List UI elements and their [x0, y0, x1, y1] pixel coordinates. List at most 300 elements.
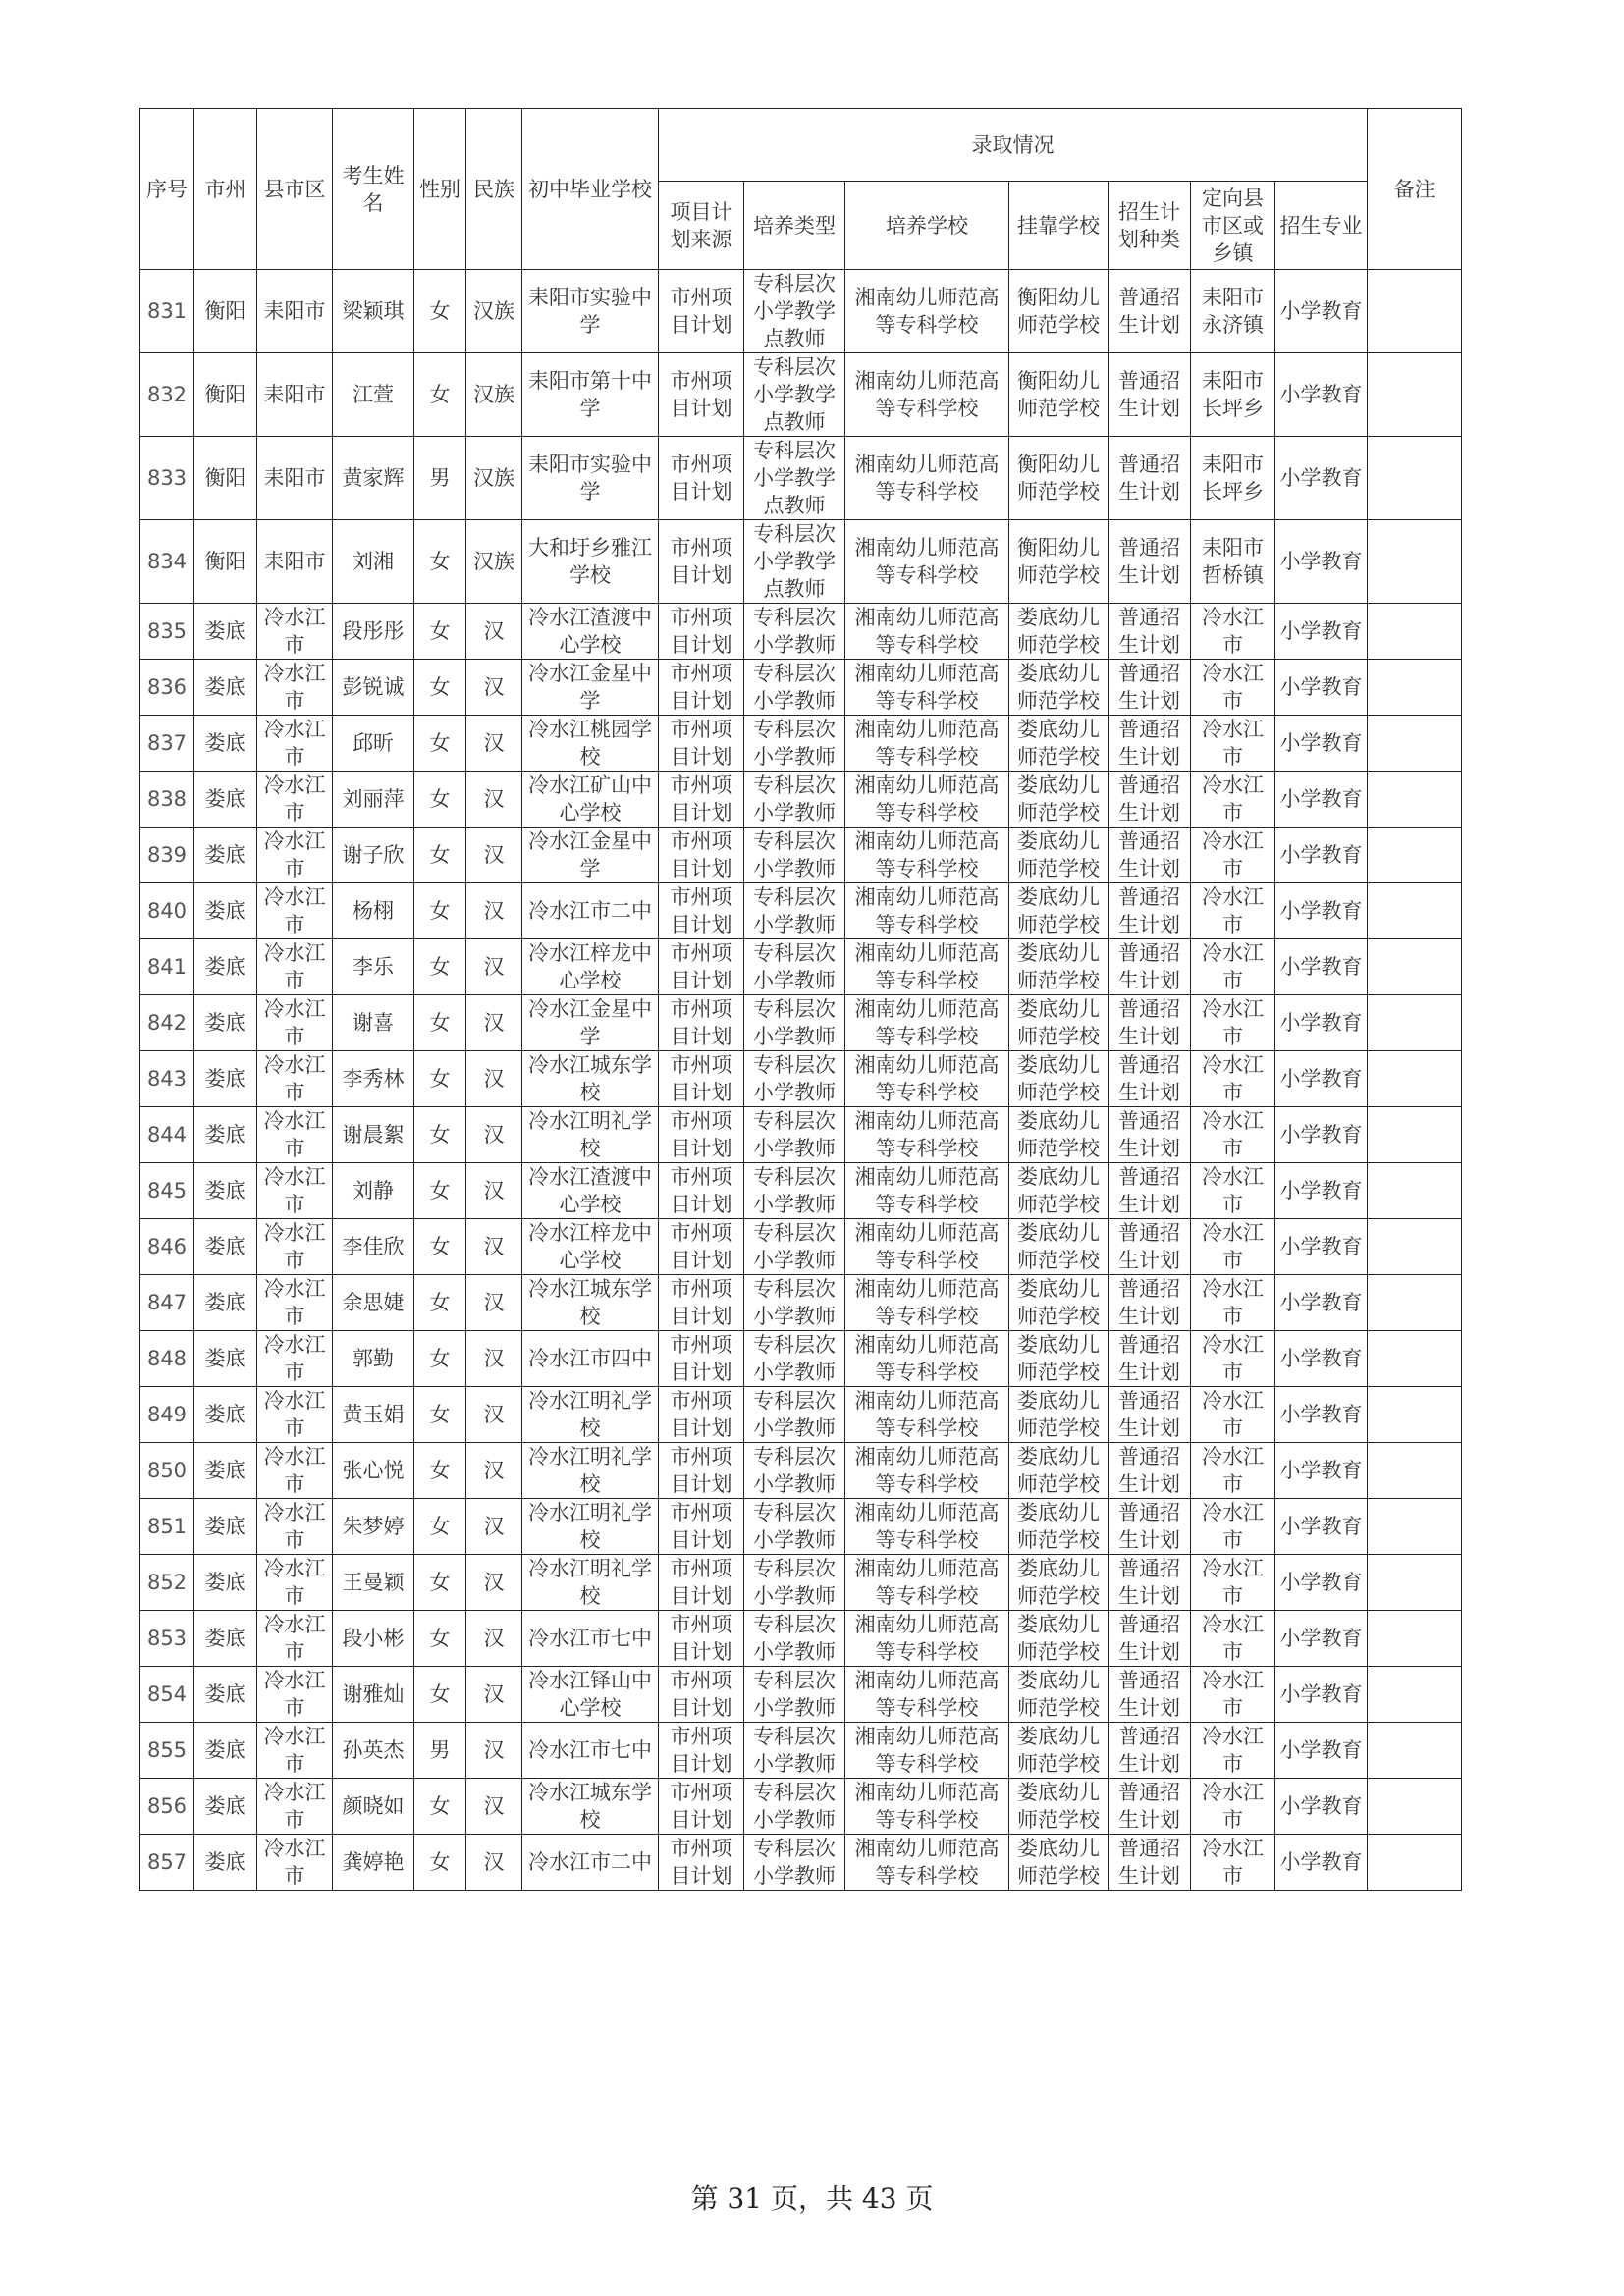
cell-county: 冷水江市	[257, 995, 333, 1051]
cell-plan: 市州项目计划	[659, 1779, 744, 1835]
cell-train: 湘南幼儿师范高等专科学校	[845, 1051, 1009, 1107]
cell-target: 冷水江市	[1191, 1667, 1275, 1723]
cell-county: 冷水江市	[257, 1387, 333, 1443]
cell-name: 邱昕	[333, 716, 414, 772]
cell-ethnicity: 汉	[466, 1443, 522, 1499]
cell-seq: 850	[140, 1443, 194, 1499]
cell-target: 冷水江市	[1191, 828, 1275, 883]
cell-major: 小学教育	[1275, 437, 1368, 520]
cell-gender: 女	[414, 1835, 466, 1891]
cell-county: 冷水江市	[257, 1835, 333, 1891]
cell-target: 冷水江市	[1191, 1387, 1275, 1443]
cell-target: 冷水江市	[1191, 716, 1275, 772]
cell-name: 颜晓如	[333, 1779, 414, 1835]
cell-target: 冷水江市	[1191, 1835, 1275, 1891]
table-row	[140, 1051, 1462, 1107]
cell-train: 湘南幼儿师范高等专科学校	[845, 1723, 1009, 1779]
cell-ethnicity: 汉族	[466, 270, 522, 353]
table-row	[140, 939, 1462, 995]
cell-seq: 831	[140, 270, 194, 353]
cell-kind: 普通招生计划	[1109, 1443, 1191, 1499]
cell-ethnicity: 汉	[466, 1499, 522, 1555]
cell-ethnicity: 汉族	[466, 437, 522, 520]
cell-gender: 女	[414, 1611, 466, 1667]
header-training-school: 培养学校	[845, 182, 1009, 270]
cell-city: 娄底	[194, 828, 257, 883]
cell-county: 冷水江市	[257, 1443, 333, 1499]
table-row	[140, 604, 1462, 660]
cell-county: 冷水江市	[257, 1051, 333, 1107]
cell-remark	[1368, 772, 1462, 828]
cell-host: 衡阳幼儿师范学校	[1009, 520, 1109, 604]
cell-type: 专科层次小学教师	[744, 1275, 845, 1331]
cell-host: 娄底幼儿师范学校	[1009, 828, 1109, 883]
header-training-type: 培养类型	[744, 182, 845, 270]
cell-plan: 市州项目计划	[659, 1723, 744, 1779]
cell-target: 冷水江市	[1191, 1331, 1275, 1387]
cell-remark	[1368, 1107, 1462, 1163]
cell-host: 娄底幼儿师范学校	[1009, 1779, 1109, 1835]
cell-major: 小学教育	[1275, 1275, 1368, 1331]
cell-city: 衡阳	[194, 353, 257, 437]
table-row	[140, 270, 1462, 353]
cell-plan: 市州项目计划	[659, 604, 744, 660]
cell-host: 娄底幼儿师范学校	[1009, 1387, 1109, 1443]
cell-major: 小学教育	[1275, 1331, 1368, 1387]
cell-type: 专科层次小学教师	[744, 883, 845, 939]
cell-ethnicity: 汉	[466, 1163, 522, 1219]
cell-host: 娄底幼儿师范学校	[1009, 1723, 1109, 1779]
cell-major: 小学教育	[1275, 1051, 1368, 1107]
cell-school: 冷水江金星中学	[522, 660, 659, 716]
cell-gender: 女	[414, 1499, 466, 1555]
cell-school: 耒阳市第十中学	[522, 353, 659, 437]
cell-name: 黄玉娟	[333, 1387, 414, 1443]
cell-ethnicity: 汉	[466, 1611, 522, 1667]
cell-county: 冷水江市	[257, 1499, 333, 1555]
cell-remark	[1368, 883, 1462, 939]
cell-name: 李佳欣	[333, 1219, 414, 1275]
cell-ethnicity: 汉	[466, 604, 522, 660]
cell-type: 专科层次小学教师	[744, 1555, 845, 1611]
cell-school: 冷水江明礼学校	[522, 1443, 659, 1499]
cell-type: 专科层次小学教师	[744, 1779, 845, 1835]
cell-target: 冷水江市	[1191, 1107, 1275, 1163]
cell-plan: 市州项目计划	[659, 1163, 744, 1219]
cell-train: 湘南幼儿师范高等专科学校	[845, 660, 1009, 716]
cell-host: 娄底幼儿师范学校	[1009, 1835, 1109, 1891]
cell-remark	[1368, 1555, 1462, 1611]
cell-train: 湘南幼儿师范高等专科学校	[845, 353, 1009, 437]
cell-plan: 市州项目计划	[659, 1387, 744, 1443]
cell-city: 娄底	[194, 716, 257, 772]
cell-gender: 女	[414, 1163, 466, 1219]
cell-school: 冷水江明礼学校	[522, 1107, 659, 1163]
cell-remark	[1368, 1779, 1462, 1835]
cell-kind: 普通招生计划	[1109, 883, 1191, 939]
cell-plan: 市州项目计划	[659, 828, 744, 883]
cell-name: 梁颖琪	[333, 270, 414, 353]
table-row	[140, 1331, 1462, 1387]
cell-train: 湘南幼儿师范高等专科学校	[845, 1331, 1009, 1387]
cell-plan: 市州项目计划	[659, 437, 744, 520]
cell-host: 娄底幼儿师范学校	[1009, 1163, 1109, 1219]
cell-type: 专科层次小学教师	[744, 828, 845, 883]
cell-type: 专科层次小学教师	[744, 660, 845, 716]
cell-type: 专科层次小学教师	[744, 1051, 845, 1107]
cell-type: 专科层次小学教师	[744, 1219, 845, 1275]
cell-target: 冷水江市	[1191, 1163, 1275, 1219]
cell-host: 娄底幼儿师范学校	[1009, 604, 1109, 660]
header-county: 县市区	[257, 109, 333, 270]
cell-target: 冷水江市	[1191, 995, 1275, 1051]
cell-ethnicity: 汉族	[466, 353, 522, 437]
cell-seq: 843	[140, 1051, 194, 1107]
cell-city: 娄底	[194, 1835, 257, 1891]
cell-city: 衡阳	[194, 520, 257, 604]
cell-train: 湘南幼儿师范高等专科学校	[845, 437, 1009, 520]
cell-host: 娄底幼儿师范学校	[1009, 716, 1109, 772]
header-remark: 备注	[1368, 109, 1462, 270]
cell-remark	[1368, 1331, 1462, 1387]
cell-major: 小学教育	[1275, 270, 1368, 353]
table-row	[140, 520, 1462, 604]
cell-host: 娄底幼儿师范学校	[1009, 1555, 1109, 1611]
cell-county: 耒阳市	[257, 353, 333, 437]
cell-plan: 市州项目计划	[659, 1275, 744, 1331]
table-row	[140, 660, 1462, 716]
cell-major: 小学教育	[1275, 1499, 1368, 1555]
cell-train: 湘南幼儿师范高等专科学校	[845, 772, 1009, 828]
cell-ethnicity: 汉	[466, 1219, 522, 1275]
cell-major: 小学教育	[1275, 1107, 1368, 1163]
cell-city: 衡阳	[194, 437, 257, 520]
cell-kind: 普通招生计划	[1109, 604, 1191, 660]
cell-type: 专科层次小学教师	[744, 1163, 845, 1219]
cell-target: 冷水江市	[1191, 1443, 1275, 1499]
cell-kind: 普通招生计划	[1109, 1163, 1191, 1219]
table-row	[140, 828, 1462, 883]
cell-remark	[1368, 353, 1462, 437]
cell-school: 大和圩乡雅江学校	[522, 520, 659, 604]
cell-seq: 847	[140, 1275, 194, 1331]
cell-kind: 普通招生计划	[1109, 660, 1191, 716]
cell-target: 冷水江市	[1191, 1723, 1275, 1779]
cell-county: 耒阳市	[257, 437, 333, 520]
cell-train: 湘南幼儿师范高等专科学校	[845, 1835, 1009, 1891]
cell-city: 娄底	[194, 1163, 257, 1219]
cell-name: 朱梦婷	[333, 1499, 414, 1555]
cell-county: 冷水江市	[257, 828, 333, 883]
cell-seq: 853	[140, 1611, 194, 1667]
cell-gender: 女	[414, 1331, 466, 1387]
cell-plan: 市州项目计划	[659, 1443, 744, 1499]
cell-name: 谢喜	[333, 995, 414, 1051]
cell-host: 娄底幼儿师范学校	[1009, 1219, 1109, 1275]
cell-host: 衡阳幼儿师范学校	[1009, 270, 1109, 353]
cell-gender: 女	[414, 1051, 466, 1107]
cell-gender: 女	[414, 1779, 466, 1835]
cell-plan: 市州项目计划	[659, 1219, 744, 1275]
cell-school: 冷水江市四中	[522, 1331, 659, 1387]
cell-gender: 女	[414, 660, 466, 716]
cell-seq: 832	[140, 353, 194, 437]
table-row	[140, 1219, 1462, 1275]
cell-train: 湘南幼儿师范高等专科学校	[845, 1219, 1009, 1275]
cell-school: 冷水江市二中	[522, 1835, 659, 1891]
cell-school: 冷水江桃园学校	[522, 716, 659, 772]
cell-kind: 普通招生计划	[1109, 1611, 1191, 1667]
cell-city: 娄底	[194, 1499, 257, 1555]
cell-name: 刘丽萍	[333, 772, 414, 828]
cell-seq: 854	[140, 1667, 194, 1723]
header-gender: 性别	[414, 109, 466, 270]
cell-kind: 普通招生计划	[1109, 353, 1191, 437]
cell-kind: 普通招生计划	[1109, 520, 1191, 604]
cell-type: 专科层次小学教师	[744, 1835, 845, 1891]
cell-plan: 市州项目计划	[659, 1835, 744, 1891]
cell-target: 冷水江市	[1191, 1611, 1275, 1667]
cell-remark	[1368, 1275, 1462, 1331]
cell-train: 湘南幼儿师范高等专科学校	[845, 995, 1009, 1051]
cell-kind: 普通招生计划	[1109, 1667, 1191, 1723]
table-row	[140, 1275, 1462, 1331]
cell-target: 冷水江市	[1191, 772, 1275, 828]
cell-city: 娄底	[194, 1779, 257, 1835]
cell-host: 娄底幼儿师范学校	[1009, 1107, 1109, 1163]
cell-host: 娄底幼儿师范学校	[1009, 1499, 1109, 1555]
cell-kind: 普通招生计划	[1109, 1051, 1191, 1107]
cell-major: 小学教育	[1275, 995, 1368, 1051]
cell-target: 冷水江市	[1191, 939, 1275, 995]
cell-kind: 普通招生计划	[1109, 1499, 1191, 1555]
cell-remark	[1368, 437, 1462, 520]
cell-school: 耒阳市实验中学	[522, 270, 659, 353]
cell-seq: 857	[140, 1835, 194, 1891]
cell-ethnicity: 汉	[466, 1723, 522, 1779]
cell-gender: 女	[414, 353, 466, 437]
cell-plan: 市州项目计划	[659, 716, 744, 772]
cell-remark	[1368, 1611, 1462, 1667]
cell-name: 段小彬	[333, 1611, 414, 1667]
cell-kind: 普通招生计划	[1109, 1275, 1191, 1331]
cell-name: 刘静	[333, 1163, 414, 1219]
cell-seq: 855	[140, 1723, 194, 1779]
cell-kind: 普通招生计划	[1109, 1219, 1191, 1275]
cell-type: 专科层次小学教师	[744, 1723, 845, 1779]
cell-major: 小学教育	[1275, 1219, 1368, 1275]
cell-plan: 市州项目计划	[659, 1555, 744, 1611]
table-row	[140, 353, 1462, 437]
header-major: 招生专业	[1275, 182, 1368, 270]
cell-train: 湘南幼儿师范高等专科学校	[845, 520, 1009, 604]
cell-city: 娄底	[194, 660, 257, 716]
cell-county: 冷水江市	[257, 604, 333, 660]
cell-plan: 市州项目计划	[659, 1499, 744, 1555]
table-row	[140, 995, 1462, 1051]
cell-remark	[1368, 939, 1462, 995]
cell-kind: 普通招生计划	[1109, 437, 1191, 520]
table-row	[140, 1499, 1462, 1555]
cell-type: 专科层次小学教学点教师	[744, 520, 845, 604]
header-plan-source: 项目计划来源	[659, 182, 744, 270]
cell-type: 专科层次小学教师	[744, 1387, 845, 1443]
cell-gender: 女	[414, 604, 466, 660]
cell-county: 冷水江市	[257, 1779, 333, 1835]
header-target-area: 定向县市区或乡镇	[1191, 182, 1275, 270]
cell-host: 娄底幼儿师范学校	[1009, 1667, 1109, 1723]
cell-county: 冷水江市	[257, 1555, 333, 1611]
cell-seq: 834	[140, 520, 194, 604]
cell-name: 谢雅灿	[333, 1667, 414, 1723]
cell-ethnicity: 汉	[466, 1779, 522, 1835]
cell-remark	[1368, 1667, 1462, 1723]
cell-major: 小学教育	[1275, 1667, 1368, 1723]
cell-seq: 849	[140, 1387, 194, 1443]
cell-plan: 市州项目计划	[659, 1107, 744, 1163]
cell-county: 耒阳市	[257, 520, 333, 604]
cell-target: 冷水江市	[1191, 1219, 1275, 1275]
cell-host: 娄底幼儿师范学校	[1009, 939, 1109, 995]
cell-train: 湘南幼儿师范高等专科学校	[845, 1443, 1009, 1499]
cell-gender: 女	[414, 828, 466, 883]
table-row	[140, 437, 1462, 520]
cell-gender: 女	[414, 1219, 466, 1275]
cell-type: 专科层次小学教学点教师	[744, 353, 845, 437]
cell-city: 娄底	[194, 1219, 257, 1275]
table-row	[140, 1387, 1462, 1443]
cell-name: 余思婕	[333, 1275, 414, 1331]
cell-host: 娄底幼儿师范学校	[1009, 772, 1109, 828]
cell-plan: 市州项目计划	[659, 660, 744, 716]
cell-school: 冷水江市二中	[522, 883, 659, 939]
header-admission: 录取情况	[659, 109, 1368, 182]
cell-name: 谢晨絮	[333, 1107, 414, 1163]
cell-county: 冷水江市	[257, 1331, 333, 1387]
header-seq: 序号	[140, 109, 194, 270]
cell-target: 耒阳市永济镇	[1191, 270, 1275, 353]
cell-city: 衡阳	[194, 270, 257, 353]
cell-train: 湘南幼儿师范高等专科学校	[845, 1611, 1009, 1667]
cell-gender: 女	[414, 1275, 466, 1331]
cell-city: 娄底	[194, 772, 257, 828]
cell-target: 耒阳市哲桥镇	[1191, 520, 1275, 604]
cell-county: 冷水江市	[257, 1163, 333, 1219]
cell-seq: 837	[140, 716, 194, 772]
cell-major: 小学教育	[1275, 604, 1368, 660]
cell-major: 小学教育	[1275, 520, 1368, 604]
table-row	[140, 1667, 1462, 1723]
cell-seq: 852	[140, 1555, 194, 1611]
cell-seq: 842	[140, 995, 194, 1051]
cell-city: 娄底	[194, 1555, 257, 1611]
cell-train: 湘南幼儿师范高等专科学校	[845, 1779, 1009, 1835]
cell-name: 江萱	[333, 353, 414, 437]
cell-kind: 普通招生计划	[1109, 1779, 1191, 1835]
header-host-school: 挂靠学校	[1009, 182, 1109, 270]
cell-gender: 女	[414, 1667, 466, 1723]
cell-kind: 普通招生计划	[1109, 1555, 1191, 1611]
cell-plan: 市州项目计划	[659, 1611, 744, 1667]
cell-target: 冷水江市	[1191, 1779, 1275, 1835]
cell-remark	[1368, 1723, 1462, 1779]
cell-host: 衡阳幼儿师范学校	[1009, 353, 1109, 437]
cell-county: 冷水江市	[257, 1723, 333, 1779]
cell-county: 冷水江市	[257, 660, 333, 716]
cell-host: 娄底幼儿师范学校	[1009, 1275, 1109, 1331]
cell-city: 娄底	[194, 1611, 257, 1667]
cell-major: 小学教育	[1275, 883, 1368, 939]
cell-major: 小学教育	[1275, 1387, 1368, 1443]
cell-county: 冷水江市	[257, 1275, 333, 1331]
cell-ethnicity: 汉	[466, 660, 522, 716]
cell-seq: 833	[140, 437, 194, 520]
cell-school: 冷水江城东学校	[522, 1275, 659, 1331]
cell-city: 娄底	[194, 604, 257, 660]
cell-city: 娄底	[194, 1331, 257, 1387]
cell-type: 专科层次小学教学点教师	[744, 270, 845, 353]
cell-name: 刘湘	[333, 520, 414, 604]
cell-gender: 女	[414, 1107, 466, 1163]
cell-type: 专科层次小学教师	[744, 1499, 845, 1555]
cell-ethnicity: 汉	[466, 1387, 522, 1443]
cell-name: 李乐	[333, 939, 414, 995]
cell-city: 娄底	[194, 995, 257, 1051]
cell-school: 冷水江明礼学校	[522, 1555, 659, 1611]
header-ethnicity: 民族	[466, 109, 522, 270]
cell-plan: 市州项目计划	[659, 995, 744, 1051]
cell-target: 冷水江市	[1191, 1051, 1275, 1107]
cell-major: 小学教育	[1275, 772, 1368, 828]
cell-ethnicity: 汉	[466, 772, 522, 828]
cell-major: 小学教育	[1275, 1163, 1368, 1219]
cell-school: 冷水江梓龙中心学校	[522, 1219, 659, 1275]
cell-school: 冷水江市七中	[522, 1611, 659, 1667]
cell-ethnicity: 汉	[466, 1275, 522, 1331]
cell-name: 谢子欣	[333, 828, 414, 883]
cell-seq: 840	[140, 883, 194, 939]
cell-seq: 836	[140, 660, 194, 716]
cell-plan: 市州项目计划	[659, 1667, 744, 1723]
table-row	[140, 716, 1462, 772]
cell-major: 小学教育	[1275, 1611, 1368, 1667]
cell-city: 娄底	[194, 1275, 257, 1331]
cell-remark	[1368, 270, 1462, 353]
cell-type: 专科层次小学教师	[744, 939, 845, 995]
cell-ethnicity: 汉	[466, 995, 522, 1051]
cell-plan: 市州项目计划	[659, 939, 744, 995]
cell-seq: 841	[140, 939, 194, 995]
cell-gender: 女	[414, 270, 466, 353]
page-footer: 第 31 页，共 43 页	[690, 2182, 934, 2215]
cell-school: 冷水江金星中学	[522, 995, 659, 1051]
cell-major: 小学教育	[1275, 828, 1368, 883]
cell-remark	[1368, 716, 1462, 772]
cell-city: 娄底	[194, 1387, 257, 1443]
cell-type: 专科层次小学教师	[744, 604, 845, 660]
cell-train: 湘南幼儿师范高等专科学校	[845, 1555, 1009, 1611]
cell-school: 冷水江梓龙中心学校	[522, 939, 659, 995]
cell-remark	[1368, 1163, 1462, 1219]
cell-name: 龚婷艳	[333, 1835, 414, 1891]
cell-gender: 女	[414, 1443, 466, 1499]
cell-city: 娄底	[194, 1667, 257, 1723]
table-row	[140, 1779, 1462, 1835]
header-name: 考生姓名	[333, 109, 414, 270]
cell-county: 冷水江市	[257, 1107, 333, 1163]
cell-name: 郭勤	[333, 1331, 414, 1387]
cell-gender: 女	[414, 772, 466, 828]
